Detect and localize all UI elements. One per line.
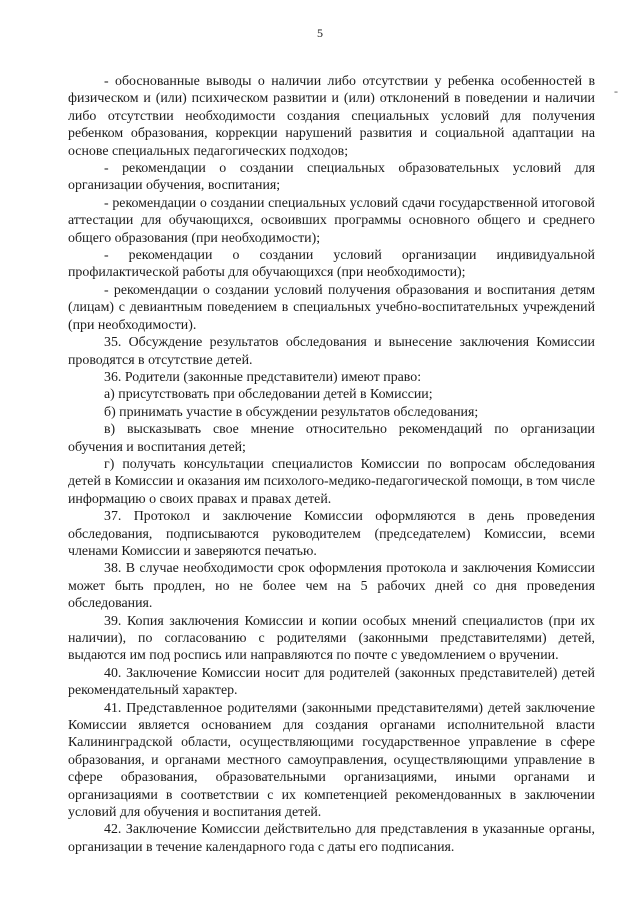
paragraph-clause-40: 40. Заключение Комиссии носит для родителей (законных представителей) детей рекомендательный характер. xyxy=(68,665,595,699)
paragraph-clause-39: 39. Копия заключения Комиссии и копии особых мнений специалистов (при их наличии), по согласованию с родителями (законными представителями) детей, выдаются им под роспись или направляются по почте с уведомлением о вручении. xyxy=(68,613,595,664)
paragraph-clause-35: 35. Обсуждение результатов обследования и вынесение заключения Комиссии проводятся в отсутствие детей. xyxy=(68,335,595,368)
paragraph-clause-38: 38. В случае необходимости срок оформления протокола и заключения Комиссии может быть продлен, но не более чем на 5 рабочих дней со дня проведения обследования. xyxy=(68,561,595,612)
paragraph-clause-36: 36. Родители (законные представители) имеют право: xyxy=(104,369,422,385)
paragraph-clause-36-a: а) присутствовать при обследовании детей в Комиссии; xyxy=(104,387,433,403)
page-number: 5 xyxy=(317,26,323,40)
paragraph-recommendation-exam-conditions: - рекомендации о создании специальных условий сдачи государственной итоговой аттестации для обучающихся, освоивших программы основного общего и среднего общего образования (при необходимости); xyxy=(68,195,595,246)
paragraph-clause-36-g: г) получать консультации специалистов Комиссии по вопросам обследования детей в Комиссии и оказания им психолого-медико-педагогической помощи, в том числе информацию о своих правах и правах детей. xyxy=(68,456,595,507)
margin-mark: - xyxy=(614,84,618,98)
paragraph-recommendation-education-conditions: - рекомендации о создании специальных образовательных условий для организации обучения, воспитания; xyxy=(68,161,595,194)
paragraph-conclusions-list-item: - обоснованные выводы о наличии либо отсутствии у ребенка особенностей в физическом и (или) психическом развитии и (или) отклонений в поведении и наличии либо отсутствии необходимости создания специальных условий для получения ребенком образования, коррекции нарушений развития и социальной адаптации на основе специальных педагогических подходов; xyxy=(68,74,595,159)
document-body xyxy=(68,73,595,856)
paragraph-clause-36-v: в) высказывать свое мнение относительно рекомендаций по организации обучения и воспитания детей; xyxy=(68,422,595,455)
paragraph-clause-42: 42. Заключение Комиссии действительно для представления в указанные органы, организации в течение календарного года с даты его подписания. xyxy=(68,822,595,855)
paragraph-clause-36-b: б) принимать участие в обсуждении результатов обследования; xyxy=(104,404,479,420)
paragraph-recommendation-preventive-work: - рекомендации о создании условий организации индивидуальной профилактической работы для обучающихся (при необходимости); xyxy=(68,248,595,281)
paragraph-recommendation-deviant-behavior: - рекомендации о создании условий получения образования и воспитания детям (лицам) с девиантным поведением в специальных учебно-воспитательных учреждений (при необходимости). xyxy=(68,282,595,333)
paragraph-clause-37: 37. Протокол и заключение Комиссии оформляются в день проведения обследования, подписываются руководителем (председателем) Комиссии, всеми членами Комиссии и заверяются печатью. xyxy=(68,509,595,559)
paragraph-clause-41: 41. Представленное родителями (законными представителями) детей заключение Комиссии является основанием для создания органами исполнительной власти Калининградской области, осуществляющими государственное управление в сфере образования, и органами местного самоуправления, осуществляющими управление в сфере образования, образовательными организациями, иными органами и организациями в соответствии с их компетенцией рекомендованных в заключении условий для обучения и воспитания детей. xyxy=(68,700,595,821)
